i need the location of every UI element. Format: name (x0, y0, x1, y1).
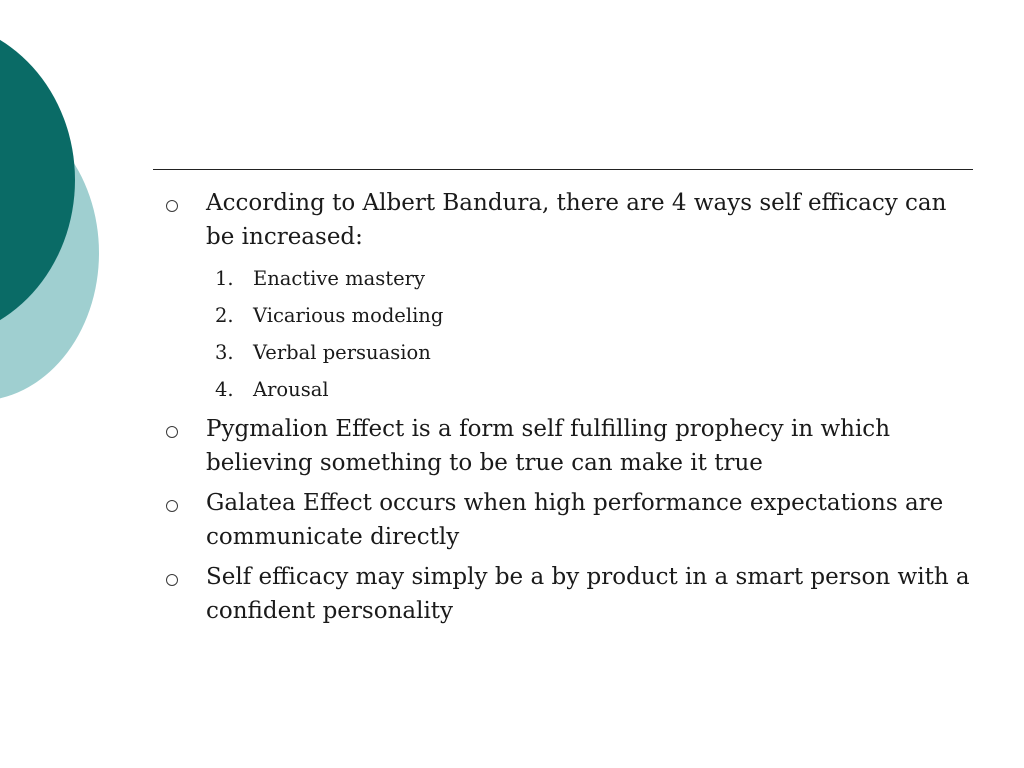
numbered-sublist (160, 260, 970, 408)
hollow-circle-bullet-icon (166, 200, 178, 212)
list-item-text: Vicarious modeling (253, 304, 444, 327)
bullet-item (160, 412, 970, 480)
bullet-text: Pygmalion Effect is a form self fulfilling prophecy in which believing something to be true can make it true (206, 416, 891, 476)
bullet-text: According to Albert Bandura, there are 4 ways self efficacy can be increased: (206, 190, 947, 250)
bullet-item (160, 560, 970, 628)
hollow-circle-bullet-icon (166, 426, 178, 438)
list-item-text: Arousal (253, 378, 329, 401)
list-number: 3. (215, 341, 234, 364)
list-item (160, 297, 970, 334)
hollow-circle-bullet-icon (166, 500, 178, 512)
bullet-text: Self efficacy may simply be a by product in a smart person with a confident personality (206, 564, 970, 624)
list-number: 2. (215, 304, 234, 327)
list-item (160, 334, 970, 371)
bullet-item (160, 486, 970, 554)
list-number: 4. (215, 378, 234, 401)
hollow-circle-bullet-icon (166, 574, 178, 586)
bullet-text: Galatea Effect occurs when high performance expectations are communicate directly (206, 490, 944, 550)
list-number: 1. (215, 267, 234, 290)
slide-body (160, 186, 970, 634)
title-divider-line (153, 169, 973, 170)
list-item (160, 371, 970, 408)
list-item (160, 260, 970, 297)
bullet-item (160, 186, 970, 254)
list-item-text: Enactive mastery (253, 267, 426, 290)
list-item-text: Verbal persuasion (253, 341, 431, 364)
